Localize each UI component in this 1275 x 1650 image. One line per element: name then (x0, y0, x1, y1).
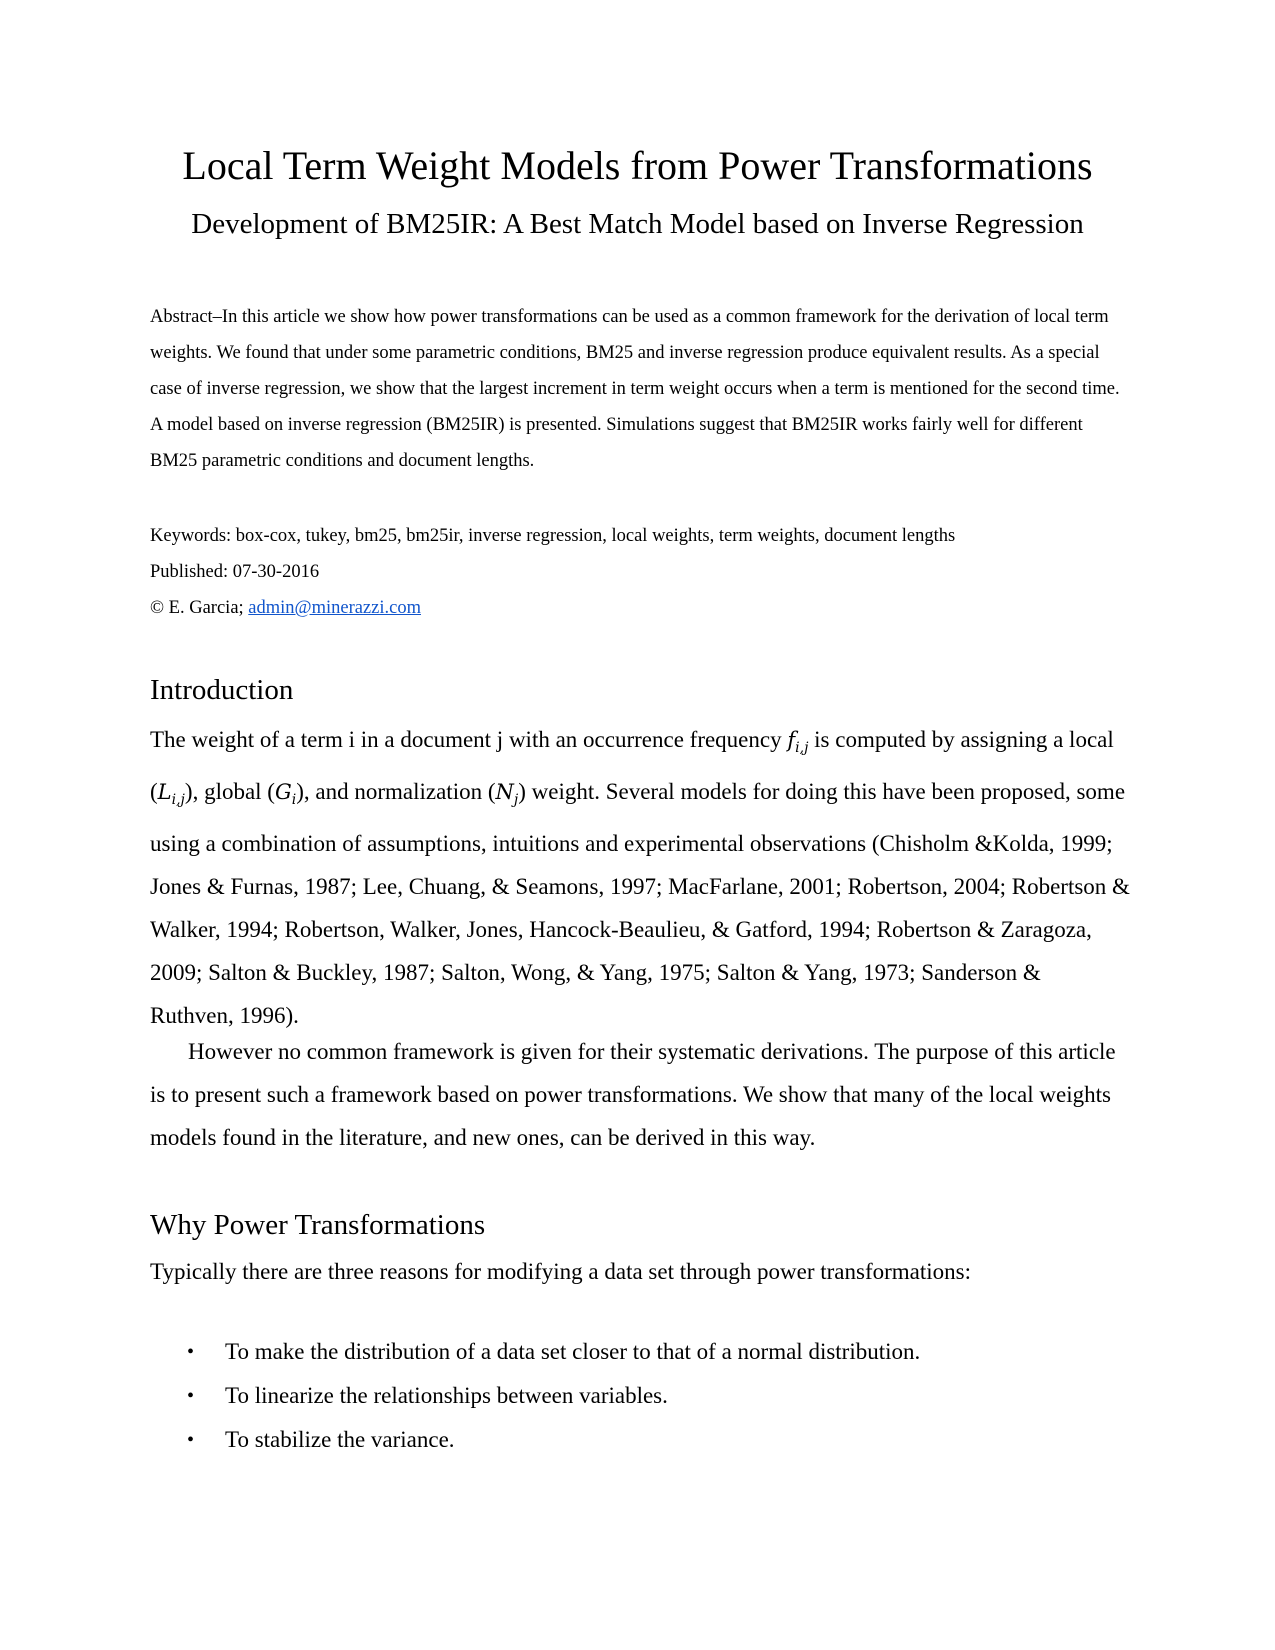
why-power-transformations-heading: Why Power Transformations (150, 1209, 486, 1241)
paper-subtitle: Development of BM25IR: A Best Match Model based on Inverse Regression (191, 208, 1084, 240)
intro-text-4: ), and normalization ( (296, 779, 496, 805)
copyright-text: © E. Garcia; (150, 598, 249, 618)
intro-text-3: ), global ( (184, 779, 275, 805)
introduction-heading: Introduction (150, 674, 294, 706)
list-item: • To make the distribution of a data set closer to that of a normal distribution. (150, 1330, 1130, 1374)
reasons-list (150, 1330, 1130, 1462)
keywords: Keywords: box-cox, tukey, bm25, bm25ir, inverse regression, local weights, term weights, document lengths (150, 526, 956, 546)
intro-text-2: is computed by assigning a local ( (150, 727, 1114, 805)
copyright-line (150, 590, 1130, 626)
paper-title: Local Term Weight Models from Power Transformations (182, 143, 1093, 188)
intro-paragraph-1 (150, 718, 1130, 1037)
list-item: • To linearize the relationships between variables. (150, 1374, 1130, 1418)
bullet-icon: • (187, 1341, 195, 1363)
published-date: Published: 07-30-2016 (150, 562, 320, 582)
math-g-i: $G_i$ (274, 780, 297, 809)
list-item: • To stabilize the variance. (150, 1418, 1130, 1462)
math-n-j: $N_j$ (495, 780, 519, 809)
bullet-icon: • (187, 1429, 195, 1451)
why-paragraph: Typically there are three reasons for modifying a data set through power transformations: (150, 1259, 972, 1284)
bullet-icon: • (187, 1385, 195, 1407)
intro-paragraph-2: However no common framework is given for their systematic derivations. The purpose of this article is to present such a framework based on power transformations. We show that many of the local weights models found in the literature, and new ones, can be derived in this way. (150, 1039, 1116, 1150)
math-l-ij: $L_{i,j}$ (157, 780, 185, 809)
intro-text-5: ) weight. Several models for doing this have been proposed, some using a combination of assumptions, intuitions and experimental observations (Chisholm &Kolda, 1999; Jones & Furnas, 1987; Lee, Chuang, & Seamons, 1997; MacFarlane, 2001; Robertson, 2004; Robertson & Walker, 1994; Robertson, Walker, Jones, Hancock-Beaulieu, & Gatford, 1994; Robertson & Zaragoza, 2009; Salton & Buckley, 1987; Salton, Wong, & Yang, 1975; Salton & Yang, 1973; Sanderson & Ruthven, 1996). (150, 779, 1130, 1029)
abstract: Abstract–In this article we show how power transformations can be used as a common framework for the derivation of local term weights. We found that under some parametric conditions, BM25 and inverse regression produce equivalent results. As a special case of inverse regression, we show that the largest increment in term weight occurs when a term is mentioned for the second time. A model based on inverse regression (BM25IR) is presented. Simulations suggest that BM25IR works fairly well for different BM25 parametric conditions and document lengths. (150, 307, 1120, 471)
intro-text-1: The weight of a term i in a document j with an occurrence frequency (150, 727, 788, 752)
math-f-ij: $f_{i,j}$ (787, 728, 809, 757)
email-link[interactable]: admin@minerazzi.com (248, 598, 421, 618)
